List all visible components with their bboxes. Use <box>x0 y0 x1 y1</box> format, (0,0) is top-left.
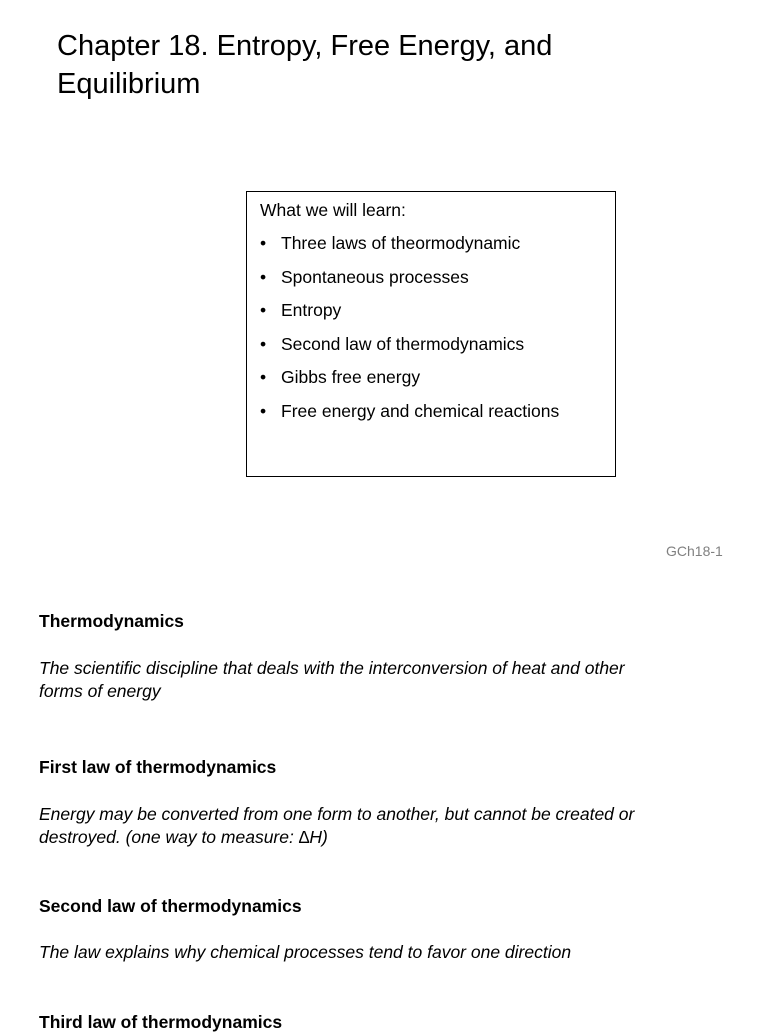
list-item <box>260 233 615 253</box>
list-item <box>260 267 615 287</box>
list-item <box>260 401 615 421</box>
list-item-text: Gibbs free energy <box>281 367 421 388</box>
bullet-icon: • <box>260 367 267 388</box>
learning-objectives-box <box>246 191 616 477</box>
bullet-icon: • <box>260 233 267 253</box>
page-title: Chapter 18. Entropy, Free Energy, and Equilibrium <box>57 30 553 100</box>
bullet-icon: • <box>260 400 267 421</box>
list-item-text: Entropy <box>281 300 342 321</box>
section-heading-thermodynamics: Thermodynamics <box>39 611 184 631</box>
learning-objectives-heading: What we will learn: <box>260 200 406 220</box>
list-item <box>260 334 615 354</box>
section-body-second-law: The law explains why chemical processes tend to favor one direction <box>39 942 572 962</box>
list-item-text: Second law of thermodynamics <box>281 333 525 354</box>
slide-number: GCh18-1 <box>666 543 723 559</box>
section-heading-second-law: Second law of thermodynamics <box>39 896 302 916</box>
bullet-icon: • <box>260 333 267 354</box>
learning-objectives-list <box>260 233 615 421</box>
section-body-thermodynamics: The scientific discipline that deals with the interconversion of heat and other forms of energy <box>39 658 625 701</box>
section-body-first-law: Energy may be converted from one form to another, but cannot be created or destroyed. (one way to measure: ∆H) <box>39 804 635 847</box>
section-heading-third-law: Third law of thermodynamics <box>39 1012 283 1032</box>
list-item <box>260 300 615 320</box>
list-item-text: Free energy and chemical reactions <box>281 400 560 421</box>
list-item-text: Three laws of theormodynamic <box>281 233 521 253</box>
list-item <box>260 367 615 387</box>
bullet-icon: • <box>260 266 267 287</box>
section-heading-first-law: First law of thermodynamics <box>39 757 277 777</box>
bullet-icon: • <box>260 300 267 321</box>
list-item-text: Spontaneous processes <box>281 266 469 287</box>
